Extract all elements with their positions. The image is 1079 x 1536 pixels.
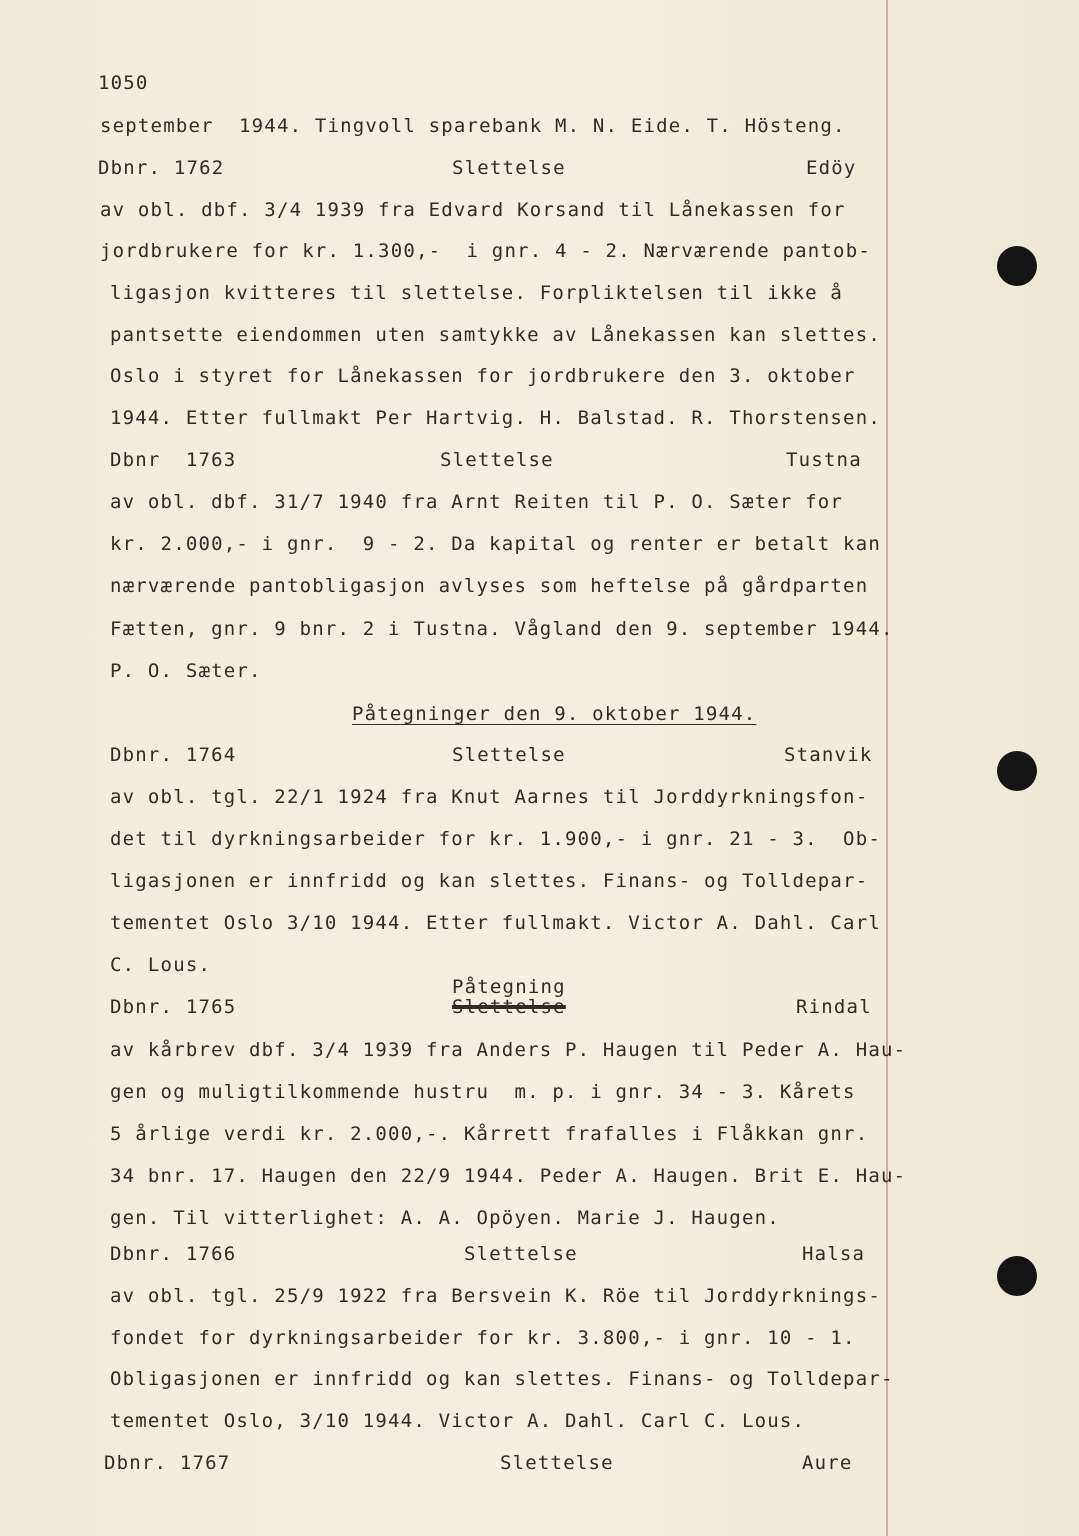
- dbnr: Dbnr. 1766: [110, 1243, 237, 1265]
- dbnr: Dbnr. 1767: [104, 1452, 231, 1474]
- text-line: jordbrukere for kr. 1.300,- i gnr. 4 - 2. Nærværende pantob-: [100, 240, 871, 262]
- text-line: tementet Oslo, 3/10 1944. Victor A. Dahl. Carl C. Lous.: [110, 1410, 806, 1432]
- text-line: Oslo i styret for Lånekassen for jordbrukere den 3. oktober: [110, 365, 856, 387]
- dbnr: Dbnr. 1762: [98, 157, 225, 179]
- annotation-label: Påtegning: [452, 976, 566, 998]
- entry-type: Slettelse: [452, 744, 566, 766]
- punch-hole: [997, 751, 1037, 791]
- text-line: ligasjon kvitteres til slettelse. Forpliktelsen til ikke å: [110, 282, 844, 304]
- text-line: det til dyrkningsarbeider for kr. 1.900,- i gnr. 21 - 3. Ob-: [110, 828, 881, 850]
- margin-rule: [886, 0, 888, 1536]
- entry-place: Edöy: [806, 157, 857, 179]
- text-line: nærværende pantobligasjon avlyses som heftelse på gårdparten: [110, 575, 869, 597]
- text-line: Obligasjonen er innfridd og kan slettes. Finans- og Tolldepar-: [110, 1368, 894, 1390]
- text-line: 5 årlige verdi kr. 2.000,-. Kårrett frafalles i Flåkkan gnr.: [110, 1123, 869, 1145]
- punch-hole: [997, 246, 1037, 286]
- text-line: gen og muligtilkommende hustru m. p. i gnr. 34 - 3. Kårets: [110, 1081, 856, 1103]
- dbnr: Dbnr. 1764: [110, 744, 237, 766]
- text-line: av obl. tgl. 22/1 1924 fra Knut Aarnes til Jorddyrkningsfon-: [110, 786, 869, 808]
- entry-type: Slettelse: [500, 1452, 614, 1474]
- text-line: gen. Til vitterlighet: A. A. Opöyen. Marie J. Haugen.: [110, 1207, 780, 1229]
- entry-place: Aure: [802, 1452, 853, 1474]
- text-line: 1944. Etter fullmakt Per Hartvig. H. Balstad. R. Thorstensen.: [110, 407, 881, 429]
- text-line: kr. 2.000,- i gnr. 9 - 2. Da kapital og renter er betalt kan: [110, 533, 881, 555]
- text-line: september 1944. Tingvoll sparebank M. N. Eide. T. Hösteng.: [100, 115, 846, 137]
- entry-type: Slettelse: [440, 449, 554, 471]
- text-line: fondet for dyrkningsarbeider for kr. 3.800,- i gnr. 10 - 1.: [110, 1327, 856, 1349]
- section-heading: Påtegninger den 9. oktober 1944.: [352, 703, 757, 725]
- text-line: tementet Oslo 3/10 1944. Etter fullmakt. Victor A. Dahl. Carl: [110, 912, 881, 934]
- text-line: Fætten, gnr. 9 bnr. 2 i Tustna. Vågland den 9. september 1944.: [110, 618, 894, 640]
- entry-place: Tustna: [786, 449, 862, 471]
- entry-type: Slettelse: [452, 157, 566, 179]
- dbnr: Dbnr. 1765: [110, 996, 237, 1018]
- page-number: 1050: [98, 72, 149, 94]
- entry-place: Rindal: [796, 996, 872, 1018]
- text-line: av obl. dbf. 3/4 1939 fra Edvard Korsand til Lånekassen for: [100, 199, 846, 221]
- entry-type: Slettelse: [452, 996, 566, 1018]
- text-line: av obl. tgl. 25/9 1922 fra Bersvein K. Röe til Jorddyrknings-: [110, 1285, 881, 1307]
- entry-type: Slettelse: [464, 1243, 578, 1265]
- text-line: ligasjonen er innfridd og kan slettes. Finans- og Tolldepar-: [110, 870, 869, 892]
- text-line: pantsette eiendommen uten samtykke av Lånekassen kan slettes.: [110, 324, 881, 346]
- dbnr: Dbnr 1763: [110, 449, 237, 471]
- text-line: av kårbrev dbf. 3/4 1939 fra Anders P. Haugen til Peder A. Hau-: [110, 1039, 907, 1061]
- text-line: C. Lous.: [110, 954, 212, 976]
- text-line: 34 bnr. 17. Haugen den 22/9 1944. Peder A. Haugen. Brit E. Hau-: [110, 1165, 907, 1187]
- entry-place: Halsa: [802, 1243, 866, 1265]
- text-line: av obl. dbf. 31/7 1940 fra Arnt Reiten til P. O. Sæter for: [110, 491, 844, 513]
- punch-hole: [997, 1256, 1037, 1296]
- entry-place: Stanvik: [784, 744, 873, 766]
- text-line: P. O. Sæter.: [110, 660, 262, 682]
